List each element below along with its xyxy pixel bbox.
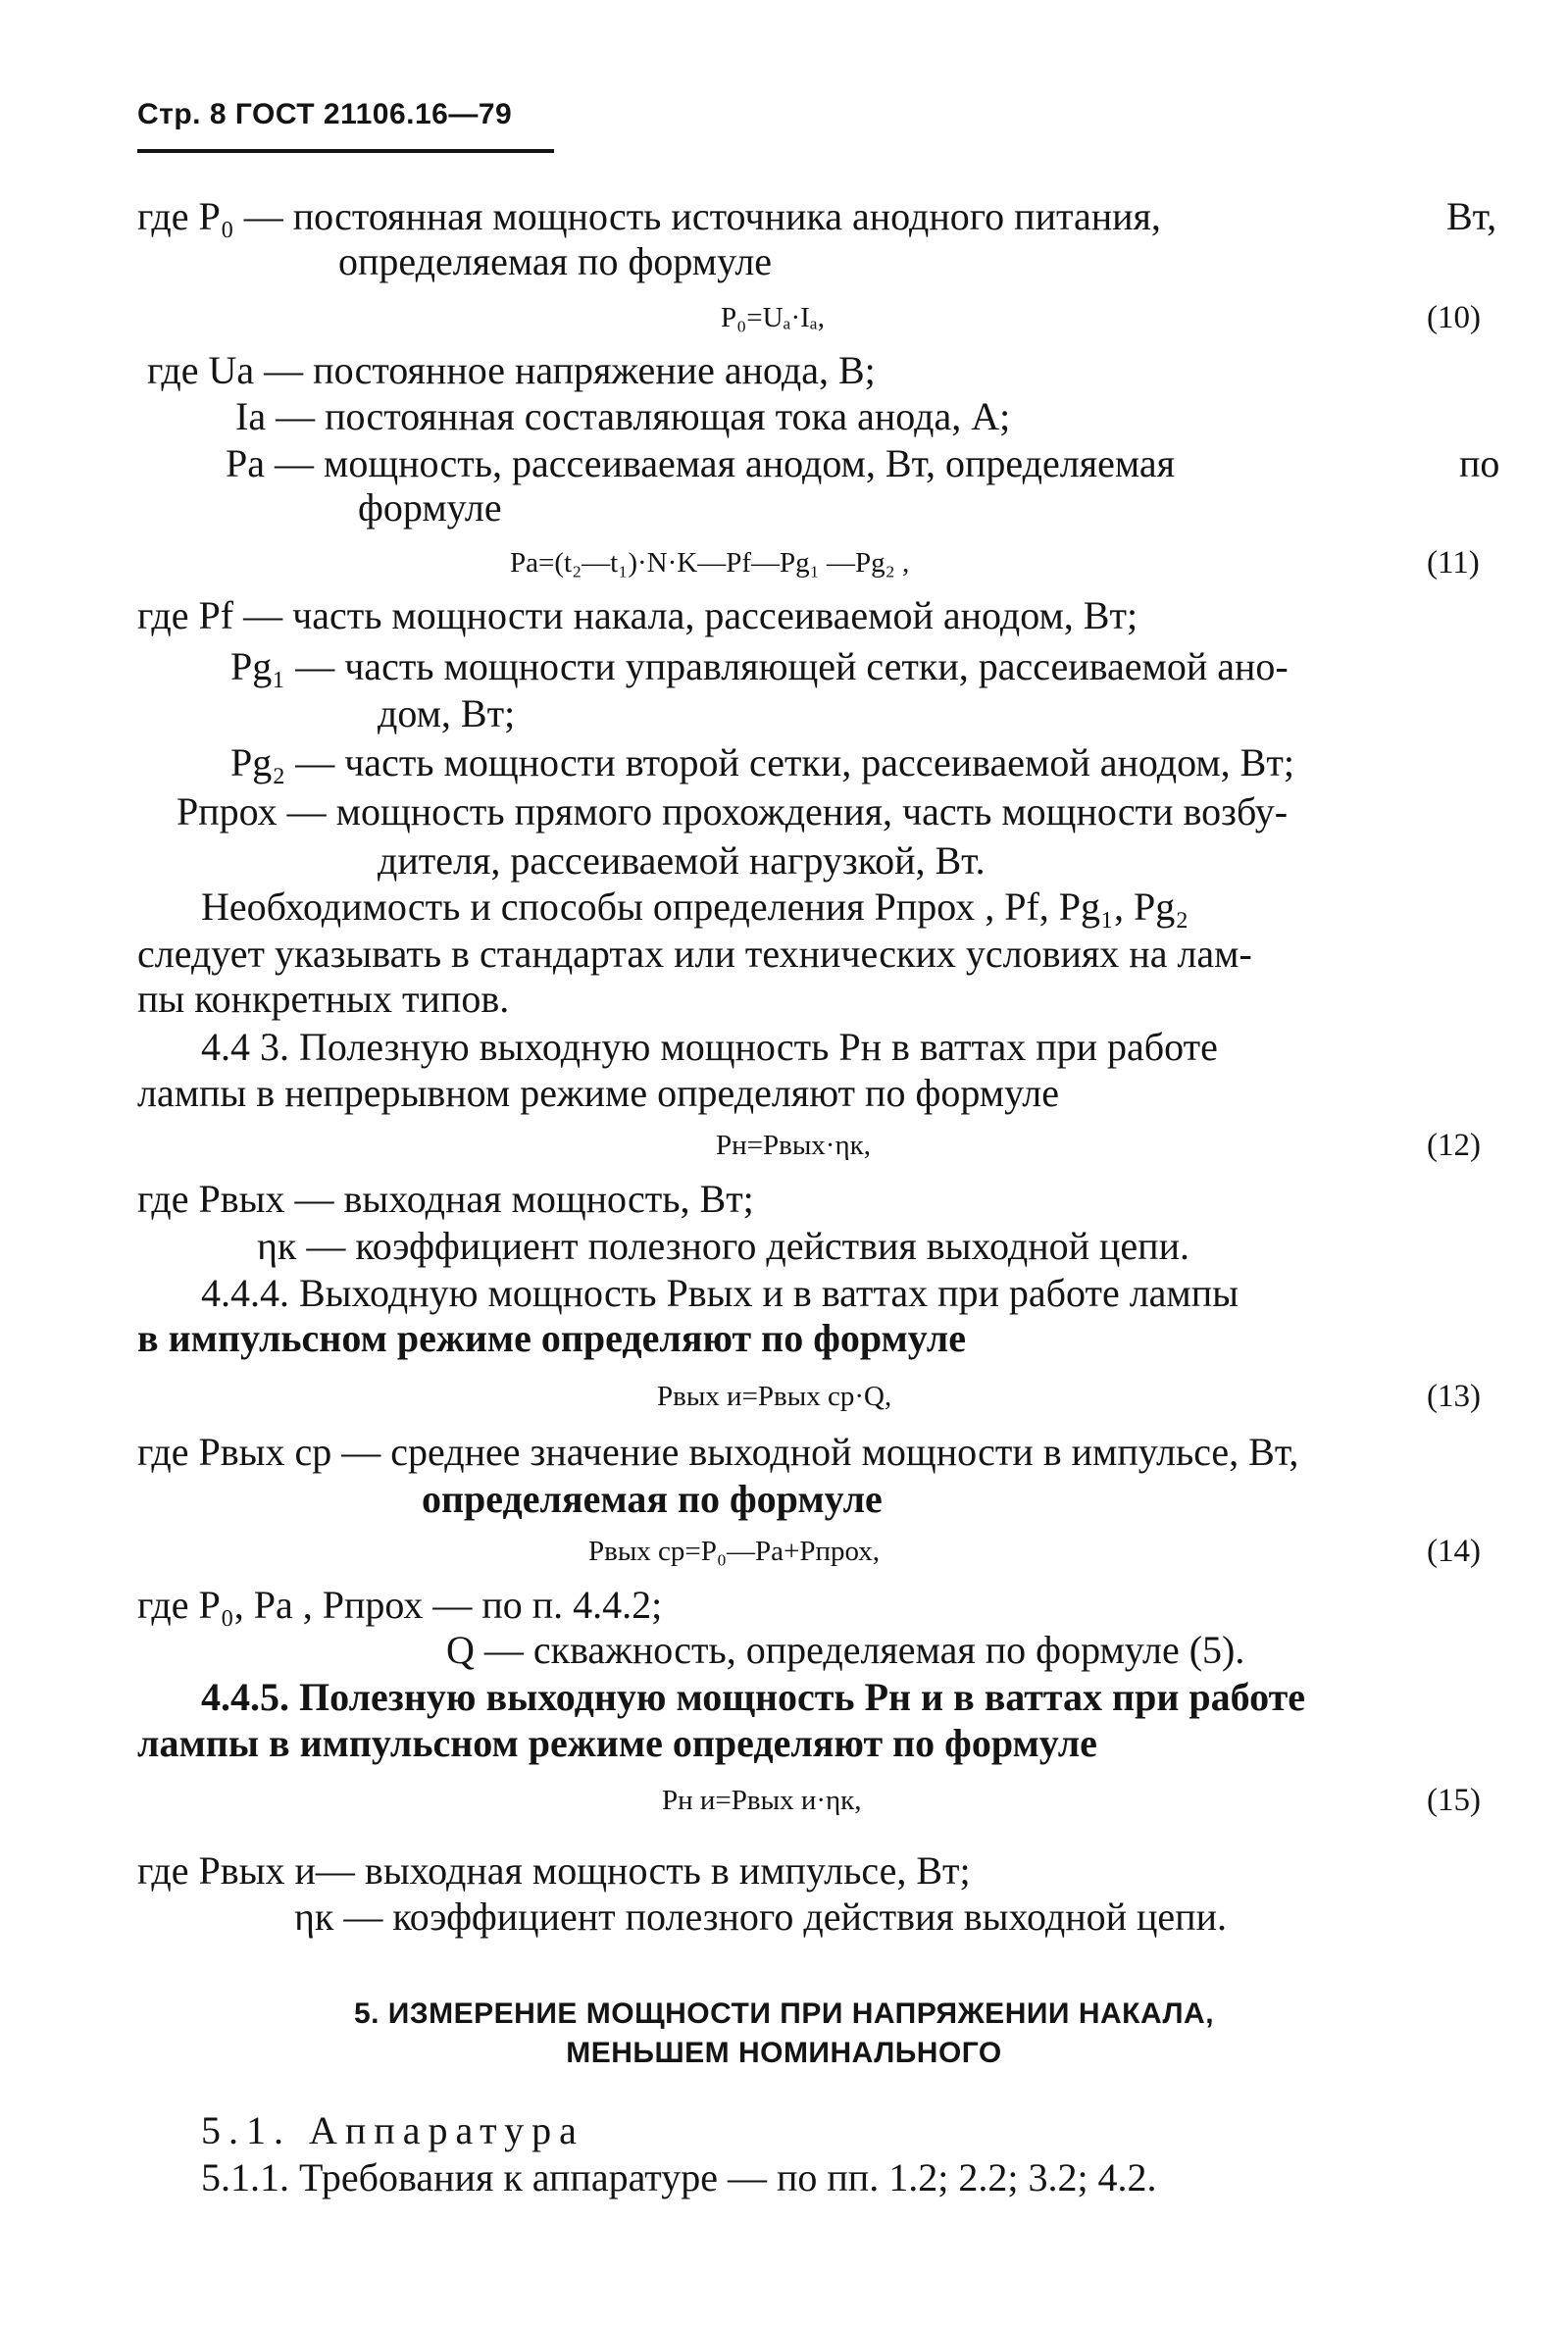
formula-number: (12) [1427, 1128, 1481, 1163]
text-line: ηк — коэффициент полезного действия выходной цепи. [294, 1895, 1227, 1939]
text-line: определяемая по формуле [422, 1477, 883, 1521]
text-line: Q — скважность, определяемая по формуле (5). [446, 1628, 1245, 1672]
formula-11: Pа=(t₂—t₁)·N·K—Pf—Pg₁ —Pg₂ , [510, 547, 910, 579]
formula-number: (11) [1427, 545, 1480, 581]
text-line: 4.4.5. Полезную выходную мощность Pн и в ваттах при работе [201, 1675, 1305, 1719]
text-line: дителя, рассеиваемой нагрузкой, Вт. [378, 838, 986, 883]
formula-number: (10) [1427, 300, 1481, 335]
formula-13: Pвых и=Pвых ср·Q, [657, 1381, 892, 1412]
text-line: Iа — постоянная составляющая тока анода, А; [235, 394, 1011, 438]
text-line: 4.4 3. Полезную выходную мощность Pн в ваттах при работе [201, 1025, 1218, 1069]
formula-15: Pн и=Pвых и·ηк, [662, 1785, 862, 1816]
text-line: ηк — коэффициент полезного действия выходной цепи. [257, 1224, 1189, 1268]
text-line-end: по [1459, 441, 1500, 485]
text-line: где Pвых ср — среднее значение выходной мощности в импульсе, Вт, [137, 1430, 1299, 1474]
formula-14: Pвых ср=P₀—Pа+Pпрох, [588, 1536, 881, 1567]
text-line-unit: Вт, [1446, 194, 1497, 238]
text-line: Pg₁ — часть мощности управляющей сетки, рассеиваемой ано- [230, 644, 1289, 688]
formula-number: (14) [1427, 1534, 1481, 1569]
section-title: 5. ИЗМЕРЕНИЕ МОЩНОСТИ ПРИ НАПРЯЖЕНИИ НАКАЛА, [353, 1997, 1215, 2030]
text-line: 5.1.1. Требования к аппаратуре — по пп. 1.2; 2.2; 3.2; 4.2. [201, 2155, 1157, 2199]
text-line: лампы в импульсном режиме определяют по формуле [137, 1721, 1097, 1765]
text-line: формуле [358, 485, 502, 530]
text-line: Необходимость и способы определения Pпрох , Pf, Pg₁, Pg₂ [201, 885, 1189, 929]
text-line: где P₀ — постоянная мощность источника анодного питания, [137, 194, 1161, 238]
text-line: пы конкретных типов. [137, 977, 510, 1021]
section-title-continued: МЕНЬШЕМ НОМИНАЛЬНОГО [566, 2037, 1002, 2069]
formula-10: P₀=Uₐ·Iₐ, [721, 302, 825, 333]
text-line: Pg₂ — часть мощности второй сетки, рассеиваемой анодом, Вт; [230, 740, 1294, 784]
text-line: 4.4.4. Выходную мощность Pвых и в ваттах при работе лампы [201, 1271, 1239, 1315]
text-line: где Pf — часть мощности накала, рассеиваемой анодом, Вт; [137, 593, 1138, 637]
text-line: дом, Вт; [378, 691, 516, 735]
formula-number: (13) [1427, 1379, 1481, 1414]
page-header: Стр. 8 ГОСТ 21106.16—79 [137, 98, 513, 130]
header-rule [137, 149, 554, 153]
formula-12: Pн=Pвых·ηк, [716, 1130, 871, 1161]
subsection-label: 5.1. Аппаратура [201, 2108, 584, 2152]
text-line: Pа — мощность, рассеиваемая анодом, Вт, определяемая [226, 441, 1176, 485]
text-line: Pпрох — мощность прямого прохождения, часть мощности возбу- [177, 789, 1289, 834]
text-line: где Pвых — выходная мощность, Вт; [137, 1177, 754, 1221]
text-line: следует указывать в стандартах или технических условиях на лам- [137, 932, 1252, 976]
formula-number: (15) [1427, 1783, 1481, 1818]
text-line: в импульсном режиме определяют по формуле [137, 1316, 966, 1360]
text-line: где Uа — постоянное напряжение анода, В; [147, 348, 876, 392]
subsection-title [201, 2108, 584, 2153]
text-line: где Pвых и— выходная мощность в импульсе, Вт; [137, 1848, 971, 1893]
text-line: лампы в непрерывном режиме определяют по формуле [137, 1071, 1060, 1115]
text-line: где P₀, Pа , Pпрох — по п. 4.4.2; [137, 1583, 663, 1627]
text-line: определяемая по формуле [338, 239, 773, 283]
